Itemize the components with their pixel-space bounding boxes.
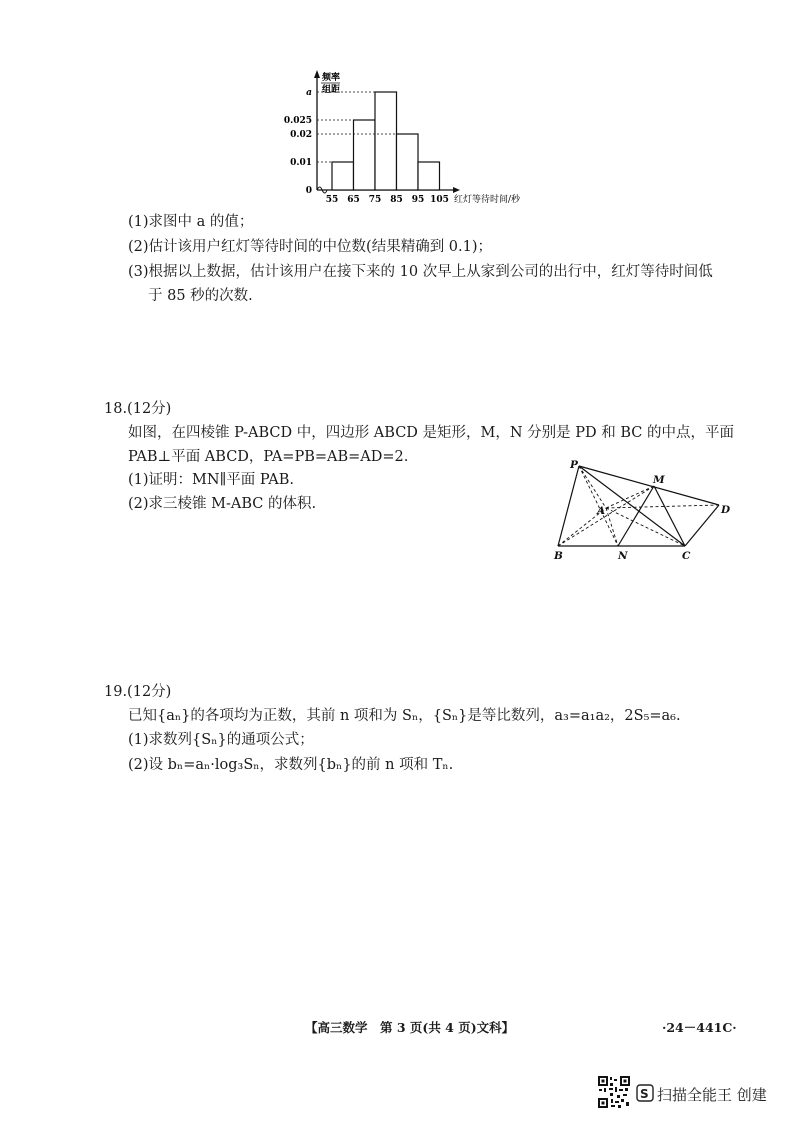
label-D: D bbox=[721, 504, 731, 516]
q19-part2: (2)设 bₙ=aₙ·log₃Sₙ，求数列{bₙ}的前 n 项和 Tₙ. bbox=[128, 757, 454, 773]
histogram-bar bbox=[397, 134, 419, 190]
label-P: P bbox=[570, 459, 578, 471]
pyramid-figure bbox=[548, 458, 738, 568]
scanner-logo-icon bbox=[636, 1084, 654, 1102]
y-label-top: 频率 bbox=[322, 73, 341, 83]
y-tick-label: 0.025 bbox=[283, 116, 312, 126]
label-B: B bbox=[554, 550, 563, 562]
histogram-bar bbox=[375, 92, 397, 190]
histogram-bar bbox=[332, 162, 354, 190]
y-axis-arrow bbox=[314, 70, 320, 78]
q18-stem-line1: 如图，在四棱锥 P-ABCD 中，四边形 ABCD 是矩形，M，N 分别是 PD 和 BC 的中点，平面 bbox=[128, 425, 735, 441]
y-tick-label: a bbox=[306, 88, 312, 98]
q18-number: 18.(12分) bbox=[104, 401, 172, 417]
histogram-bar bbox=[354, 120, 376, 190]
x-tick-label: 105 bbox=[430, 195, 449, 205]
label-A: A bbox=[597, 505, 606, 517]
x-tick-label: 95 bbox=[411, 195, 425, 205]
exam-code: ·24－441C· bbox=[662, 1020, 737, 1035]
x-tick-label: 65 bbox=[347, 195, 360, 205]
q19-number: 19.(12分) bbox=[104, 684, 172, 700]
scanner-watermark-text: 扫描全能王 创建 bbox=[657, 1086, 767, 1104]
bars-group bbox=[332, 92, 440, 190]
x-tick-label: 55 bbox=[325, 195, 339, 205]
q19-part1: (1)求数列{Sₙ}的通项公式； bbox=[128, 732, 314, 748]
y-tick-label: 0.02 bbox=[290, 130, 312, 140]
q18-part1: (1)证明：MN∥平面 PAB. bbox=[128, 472, 295, 488]
label-M: M bbox=[653, 474, 665, 486]
x-tick-label: 75 bbox=[368, 195, 382, 205]
histogram-bar bbox=[418, 162, 440, 190]
q17-part2: (2)估计该用户红灯等待时间的中位数(结果精确到 0.1)； bbox=[128, 239, 493, 255]
x-tick-label: 85 bbox=[390, 195, 403, 205]
y-tick-label: 0 bbox=[305, 186, 312, 196]
q18-part2: (2)求三棱锥 M-ABC 的体积. bbox=[128, 496, 317, 512]
qr-code-icon bbox=[597, 1075, 631, 1109]
q17-part3-cont: 于 85 秒的次数. bbox=[148, 288, 253, 304]
label-C: C bbox=[682, 550, 691, 562]
q19-stem: 已知{aₙ}的各项均为正数，其前 n 项和为 Sₙ，{Sₙ}是等比数列，a₃=a₁a₂，2S₅=a₆. bbox=[128, 708, 681, 724]
x-axis-label: 红灯等待时间/秒 bbox=[454, 195, 521, 205]
y-tick-label: 0.01 bbox=[290, 158, 312, 168]
q17-part1: (1)求图中 a 的值； bbox=[128, 214, 254, 230]
q18-stem-line2: PAB⊥平面 ABCD，PA=PB=AB=AD=2. bbox=[128, 449, 409, 465]
q17-part3: (3)根据以上数据，估计该用户在接下来的 10 次早上从家到公司的出行中，红灯等待时间低 bbox=[128, 264, 713, 280]
label-N: N bbox=[618, 550, 628, 562]
y-label-bottom: 组距 bbox=[322, 85, 341, 95]
svg-text:S: S bbox=[640, 1087, 649, 1101]
x-axis-arrow bbox=[453, 187, 460, 193]
page-footer: 【高三数学 第 3 页(共 4 页)文科】 bbox=[305, 1020, 515, 1035]
x-ticks-group bbox=[326, 195, 449, 205]
histogram-chart bbox=[270, 68, 570, 208]
